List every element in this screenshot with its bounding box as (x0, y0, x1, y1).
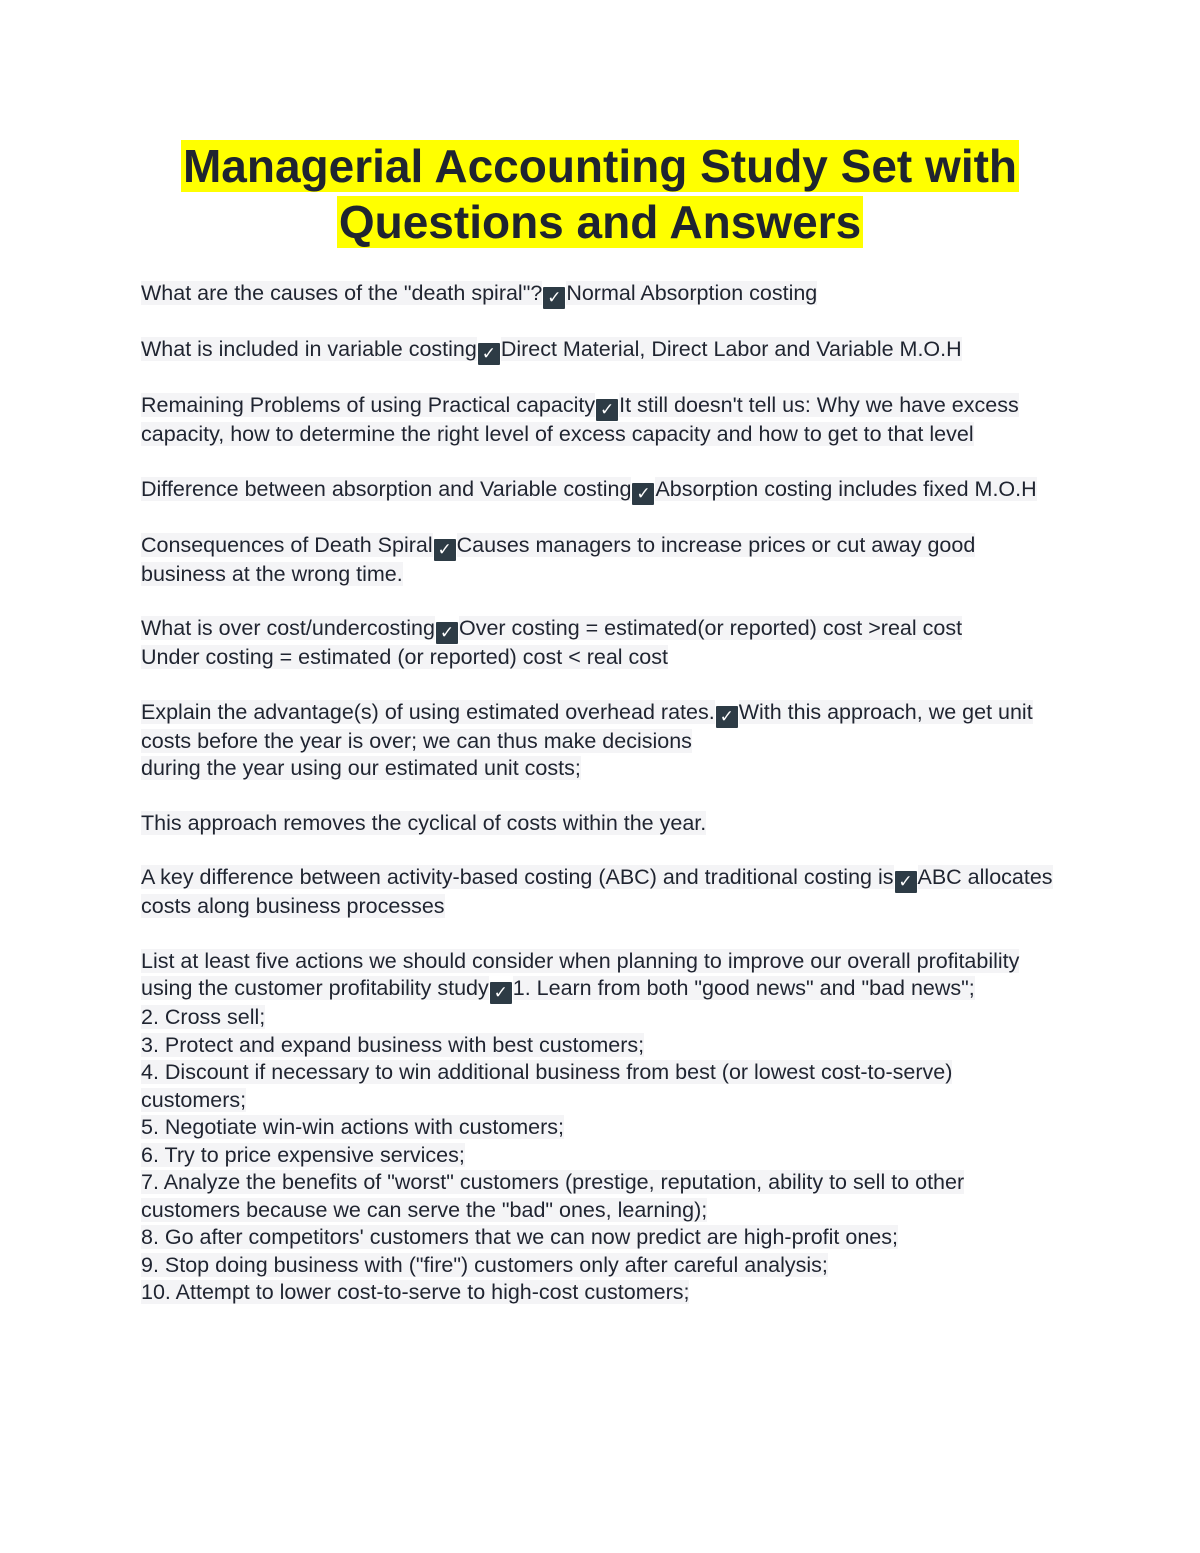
question-text: What is over cost/undercosting (141, 616, 435, 640)
answer-text: It still doesn't tell us: Why we have excess capacity, how to determine the right level of excess capacity and how to get to that level (141, 393, 1019, 446)
question-text: What are the causes of the "death spiral"? (141, 281, 543, 305)
question-text: Remaining Problems of using Practical capacity (141, 393, 596, 417)
qa-entry (141, 476, 1061, 505)
document-title (100, 138, 1100, 250)
list-item: 7. Analyze the benefits of "worst" customers (prestige, reputation, ability to sell to other customers because we can serve the "bad" ones, learning); (141, 1170, 965, 1222)
question-text: List at least five actions we should consider when planning to improve our overall profitability using the customer profitability study (141, 948, 1020, 1000)
qa-list (141, 280, 1061, 1334)
list-item: 10. Attempt to lower cost-to-serve to high-cost customers; (141, 1280, 690, 1304)
answer-text: Absorption costing includes fixed M.O.H (655, 476, 1037, 501)
answer-text-continued: Under costing = estimated (or reported) cost < real cost (141, 645, 668, 669)
check-icon: ✓ (632, 483, 654, 505)
qa-entry (141, 280, 1061, 309)
answer-text: Direct Material, Direct Labor and Variable M.O.H (500, 337, 962, 361)
list-item: 2. Cross sell; (141, 1005, 266, 1029)
qa-entry (141, 948, 1061, 1307)
check-icon: ✓ (716, 706, 738, 728)
title-line-2: Questions and Answers (338, 196, 862, 248)
answer-text: ABC allocates costs along business processes (141, 865, 1053, 918)
question-text: A key difference between activity-based costing (ABC) and traditional costing is (141, 865, 894, 889)
qa-entry (141, 336, 1061, 365)
qa-entry (141, 392, 1061, 449)
answer-text: Over costing = estimated(or reported) cost >real cost (458, 616, 963, 640)
answer-text: With this approach, we get unit costs before the year is over; we can thus make decisions (141, 699, 1033, 753)
answer-text: Causes managers to increase prices or cut away good business at the wrong time. (141, 532, 976, 586)
check-icon: ✓ (478, 343, 500, 365)
check-icon: ✓ (543, 287, 565, 309)
question-text: Difference between absorption and Variable costing (141, 476, 632, 501)
qa-entry (141, 699, 1061, 783)
question-text: Explain the advantage(s) of using estimated overhead rates. (141, 699, 715, 724)
qa-entry (141, 615, 1061, 672)
check-icon: ✓ (436, 622, 458, 644)
actions-list (141, 1004, 1061, 1307)
list-item: 3. Protect and expand business with best customers; (141, 1032, 645, 1057)
title-line-1: Managerial Accounting Study Set with (182, 140, 1018, 192)
list-item: 4. Discount if necessary to win additional business from best (or lowest cost-to-serve) customers; (141, 1060, 953, 1112)
question-text: What is included in variable costing (141, 337, 477, 361)
list-item: 8. Go after competitors' customers that we can now predict are high-profit ones; (141, 1225, 898, 1249)
check-icon: ✓ (895, 871, 917, 893)
list-item: 5. Negotiate win-win actions with customers; (141, 1115, 565, 1139)
answer-text-continued: during the year using our estimated unit costs; (141, 756, 581, 780)
check-icon: ✓ (490, 982, 512, 1004)
list-item: 9. Stop doing business with ("fire") customers only after careful analysis; (141, 1252, 828, 1277)
question-text: Consequences of Death Spiral (141, 532, 433, 557)
list-item: 6. Try to price expensive services; (141, 1142, 465, 1167)
qa-entry (141, 810, 1061, 838)
qa-entry (141, 532, 1061, 589)
answer-text: Normal Absorption costing (566, 281, 818, 305)
check-icon: ✓ (596, 399, 618, 421)
body-text: This approach removes the cyclical of costs within the year. (141, 810, 707, 835)
answer-text: 1. Learn from both "good news" and "bad news"; (512, 976, 975, 1000)
check-icon: ✓ (434, 539, 456, 561)
qa-entry (141, 864, 1061, 921)
